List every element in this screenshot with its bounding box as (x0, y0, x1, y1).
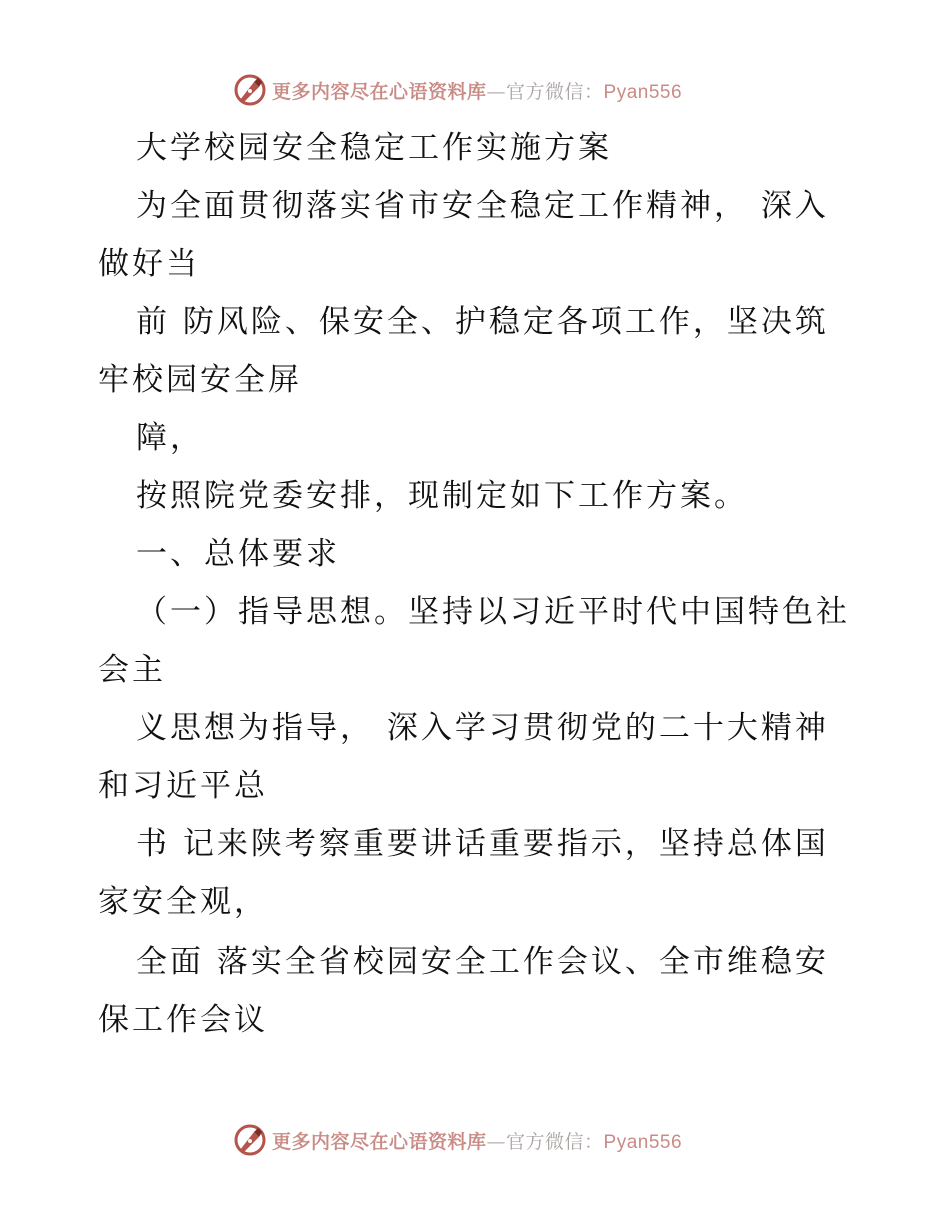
paragraph-line: 为全面贯彻落实省市安全稳定工作精神， 深入 (136, 188, 829, 224)
paragraph-line: 牢校园安全屏 (98, 362, 302, 398)
paragraph-line: 书 记来陕考察重要讲话重要指示，坚持总体国 (136, 826, 829, 862)
watermark-group (232, 70, 682, 110)
paragraph-line: 按照院党委安排，现制定如下工作方案。 (136, 478, 748, 514)
watermark-dash: — (486, 1130, 507, 1153)
paragraph-line: 家安全观， (98, 884, 268, 920)
paragraph-line: 义思想为指导， 深入学习贯彻党的二十大精神 (136, 710, 829, 746)
watermark-group (232, 1120, 682, 1160)
section-heading: 一、总体要求 (136, 536, 340, 572)
paragraph-line: 做好当 (98, 246, 200, 282)
header-watermark (0, 70, 950, 110)
pen-nib-logo-icon (232, 72, 268, 108)
paragraph-line: 前 防风险、保安全、护稳定各项工作，坚决筑 (136, 304, 829, 340)
watermark-wechat-label: 官方微信： (506, 1130, 604, 1153)
watermark-dash: — (486, 80, 507, 103)
paragraph-line: （一）指导思想。坚持以习近平时代中国特色社 (136, 594, 850, 630)
watermark-text (272, 77, 682, 104)
paragraph-line: 会主 (98, 652, 166, 688)
footer-watermark (0, 1120, 950, 1160)
watermark-wechat-id: Pyan556 (603, 81, 683, 103)
watermark-brand: 更多内容尽在心语资料库 (272, 80, 487, 103)
paragraph-line: 保工作会议 (98, 1002, 268, 1038)
watermark-wechat-label: 官方微信： (506, 80, 604, 103)
paragraph-line: 全面 落实全省校园安全工作会议、全市维稳安 (136, 944, 829, 980)
watermark-brand: 更多内容尽在心语资料库 (272, 1130, 487, 1153)
document-title: 大学校园安全稳定工作实施方案 (136, 130, 612, 166)
paragraph-line: 障， (136, 420, 204, 456)
watermark-wechat-id: Pyan556 (603, 1131, 683, 1153)
paragraph-line: 和习近平总 (98, 768, 268, 804)
pen-nib-logo-icon (232, 1122, 268, 1158)
watermark-text (272, 1127, 682, 1154)
